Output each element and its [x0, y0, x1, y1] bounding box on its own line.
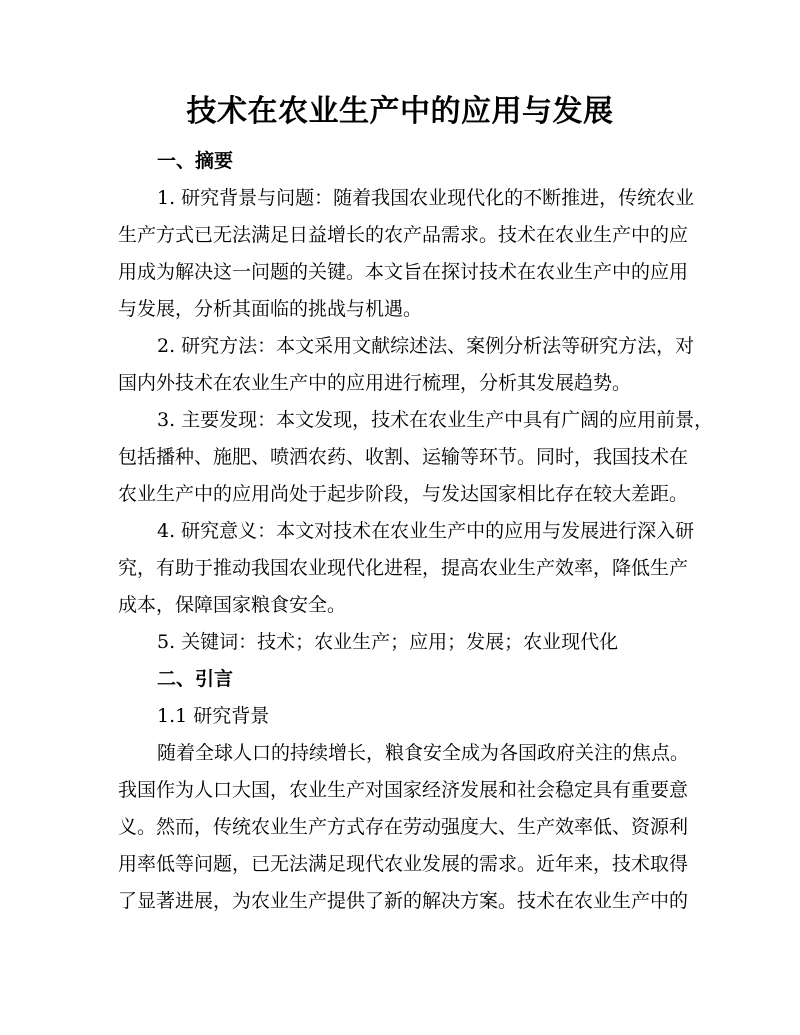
- abstract-item-2-line-1: 2. 研究方法：本文采用文献综述法、案例分析法等研究方法，对: [157, 335, 695, 357]
- abstract-item-1-line-2: 生产方式已无法满足日益增长的农产品需求。技术在农业生产中的应: [118, 224, 689, 246]
- abstract-item-5-line-1: 5. 关键词：技术；农业生产；应用；发展；农业现代化: [157, 631, 619, 653]
- document-title: 技术在农业生产中的应用与发展: [186, 94, 614, 129]
- abstract-item-3-line-1: 3. 主要发现：本文发现，技术在农业生产中具有广阔的应用前景，: [157, 409, 714, 431]
- abstract-item-4-line-3: 成本，保障国家粮食安全。: [118, 594, 347, 616]
- abstract-item-4-line-2: 究，有助于推动我国农业现代化进程，提高农业生产效率，降低生产: [118, 557, 689, 579]
- abstract-item-1-line-4: 与发展，分析其面临的挑战与机遇。: [118, 298, 423, 320]
- abstract-item-3-line-3: 农业生产中的应用尚处于起步阶段，与发达国家相比存在较大差距。: [118, 483, 689, 505]
- introduction-heading: 二、引言: [157, 668, 234, 690]
- abstract-item-3-line-2: 包括播种、施肥、喷洒农药、收割、运输等环节。同时，我国技术在: [118, 446, 689, 468]
- introduction-line-5: 了显著进展，为农业生产提供了新的解决方案。技术在农业生产中的: [118, 890, 689, 912]
- abstract-item-2-line-2: 国内外技术在农业生产中的应用进行梳理，分析其发展趋势。: [118, 372, 632, 394]
- introduction-line-2: 我国作为人口大国，农业生产对国家经济发展和社会稳定具有重要意: [118, 779, 689, 801]
- abstract-heading: 一、摘要: [157, 150, 234, 172]
- abstract-item-1-line-1: 1. 研究背景与问题：随着我国农业现代化的不断推进，传统农业: [157, 187, 695, 209]
- abstract-item-4-line-1: 4. 研究意义：本文对技术在农业生产中的应用与发展进行深入研: [157, 520, 695, 542]
- introduction-line-3: 义。然而，传统农业生产方式存在劳动强度大、生产效率低、资源利: [118, 816, 689, 838]
- introduction-line-1: 随着全球人口的持续增长，粮食安全成为各国政府关注的焦点。: [157, 742, 690, 764]
- abstract-item-1-line-3: 用成为解决这一问题的关键。本文旨在探讨技术在农业生产中的应用: [118, 261, 689, 283]
- introduction-line-4: 用率低等问题，已无法满足现代农业发展的需求。近年来，技术取得: [118, 853, 689, 875]
- introduction-subheading: 1.1 研究背景: [157, 705, 270, 727]
